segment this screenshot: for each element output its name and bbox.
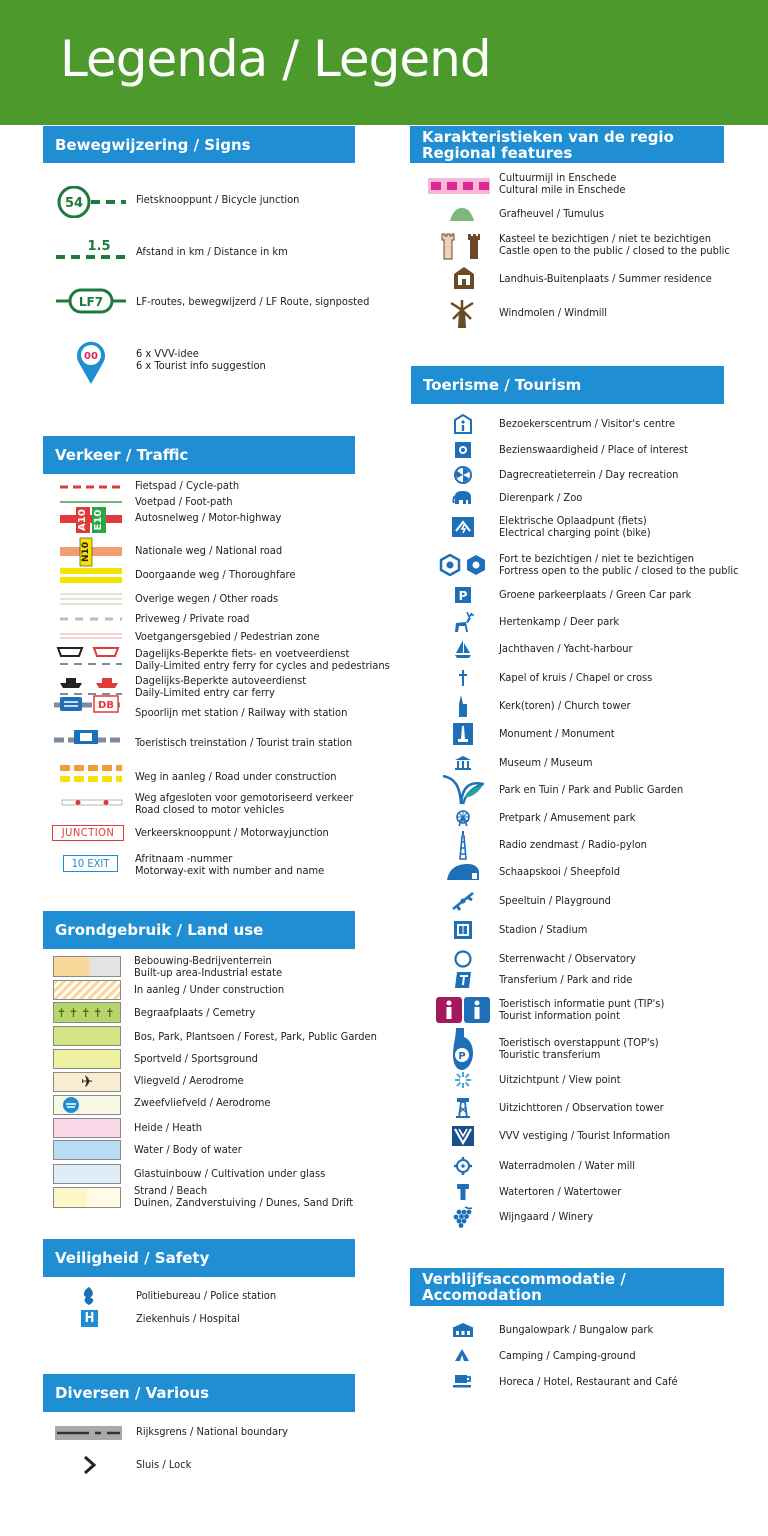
swatch-beach-dunes — [53, 1187, 121, 1208]
visitor-centre-icon — [434, 413, 492, 435]
museum-icon — [434, 752, 492, 774]
legend-label-tumulus: Grafheuvel / Tumulus — [499, 207, 604, 220]
tourism-item-label: Waterradmolen / Water mill — [499, 1159, 636, 1172]
legend-label-road-construction: Weg in aanleg / Road under construction — [135, 770, 337, 783]
tourism-item-label: Schaapskooi / Sheepfold — [499, 865, 620, 878]
day-recreation-icon — [434, 464, 492, 486]
legend-label-lf-route: LF-routes, bewegwijzerd / LF Route, signposted — [136, 295, 370, 308]
parking-icon — [434, 584, 492, 606]
legend-label-thoroughfare: Doorgaande weg / Thoroughfare — [135, 568, 296, 581]
legend-label-distance: Afstand in km / Distance in km — [136, 245, 288, 258]
view-point-icon — [434, 1069, 492, 1091]
vvv-number: 00 — [84, 351, 98, 362]
tourism-item-label: Stadion / Stadium — [499, 923, 588, 936]
legend-label-national-road: Nationale weg / National road — [135, 544, 283, 557]
swatch-under-construction — [53, 980, 121, 1000]
observatory-icon — [434, 948, 492, 970]
legend-label-bungalow: Bungalowpark / Bungalow park — [499, 1323, 654, 1336]
legend-label-foot-path: Voetpad / Foot-path — [135, 495, 233, 508]
legend-label-beach-dunes: Strand / Beach Duinen, Zandverstuiving / Dunes, Sand Drift — [134, 1184, 354, 1209]
coffee-cup-icon — [453, 1373, 473, 1389]
legend-label-heath: Heide / Heath — [134, 1121, 203, 1134]
transferium-icon — [434, 969, 492, 991]
tourism-item-label: Monument / Monument — [499, 727, 615, 740]
radio-pylon-icon — [434, 830, 492, 860]
swatch-sportsground — [53, 1049, 121, 1069]
svg-text:P: P — [458, 589, 468, 603]
national-boundary-icon — [55, 1426, 122, 1440]
tumulus-icon — [449, 206, 475, 222]
legend-label-castle: Kasteel te bezichtigen / niet te bezichtigen Castle open to the public / closed to the public — [499, 232, 730, 257]
lf-code: LF7 — [78, 295, 104, 309]
tourism-item-label: Hertenkamp / Deer park — [499, 615, 620, 628]
distance-value: 1.5 — [87, 239, 111, 254]
section-header-accommodation: Verblijfsaccommodatie / Accomodation — [410, 1268, 724, 1306]
legend-label-land-construction: In aanleg / Under construction — [134, 983, 285, 996]
cross-icon — [434, 667, 492, 689]
legend-label-other-roads: Overige wegen / Other roads — [135, 592, 279, 605]
shield-n10: N10 — [81, 541, 91, 563]
legend-label-cultural-mile: Cultuurmijl in Enschede Cultural mile in Enschede — [499, 171, 626, 196]
police-icon — [80, 1286, 98, 1306]
legend-label-car-ferry: Dagelijks-Beperkte autoveerdienst Daily-Limited entry car ferry — [135, 674, 307, 699]
church-tower-icon — [434, 694, 492, 718]
bungalow-icon — [451, 1322, 475, 1338]
legend-label-motor-highway: Autosnelweg / Motor-highway — [135, 511, 282, 524]
tourism-item-label: VVV vestiging / Tourist Information — [499, 1129, 671, 1142]
vvv-icon — [434, 1125, 492, 1147]
legend-label-ferry-cycles: Dagelijks-Beperkte fiets- en voetveerdienst Daily-Limited entry ferry for cycles and pedestrians — [135, 647, 390, 672]
vvv-idee-pin-icon — [75, 339, 107, 385]
stadium-icon — [434, 919, 492, 941]
junction-number: 54 — [64, 196, 84, 211]
legend-label-horeca: Horeca / Hotel, Restaurant and Café — [499, 1375, 678, 1388]
legend-label-railway: Spoorlijn met station / Railway with station — [135, 706, 348, 719]
tourism-item-label: Radio zendmast / Radio-pylon — [499, 838, 647, 851]
section-header-traffic: Verkeer / Traffic — [43, 436, 355, 474]
tourism-item-label: Toeristisch informatie punt (TIP's) Tourist information point — [499, 997, 665, 1022]
legend-label-police: Politiebureau / Police station — [136, 1289, 277, 1302]
swatch-aerodrome: ✈ — [53, 1072, 121, 1092]
fortress-icon — [434, 554, 492, 576]
traffic-symbols-column — [52, 478, 126, 878]
tourism-item-label: Toeristisch overstappunt (TOP's) Touristic transferium — [499, 1036, 659, 1061]
tourism-item-label: Park en Tuin / Park and Public Garden — [499, 783, 684, 796]
legend-label-private-road: Priveweg / Private road — [135, 612, 250, 625]
tourism-item-label: Dierenpark / Zoo — [499, 491, 583, 504]
ferris-wheel-icon — [434, 807, 492, 829]
legend-label-boundary: Rijksgrens / National boundary — [136, 1425, 289, 1438]
tourism-item-label: Sterrenwacht / Observatory — [499, 952, 636, 965]
hospital-icon: H — [81, 1310, 98, 1327]
grapes-icon — [434, 1205, 492, 1229]
db-logo: DB — [98, 700, 114, 711]
section-header-various: Diversen / Various — [43, 1374, 355, 1412]
windmill-icon — [449, 299, 475, 329]
tourism-item-label: Kerk(toren) / Church tower — [499, 699, 631, 712]
legend-label-vvv-idee: 6 x VVV-idee 6 x Tourist info suggestion — [136, 347, 266, 372]
shield-a10: A10 — [77, 509, 88, 531]
tourism-item-label: Kapel of kruis / Chapel or cross — [499, 671, 653, 684]
legend-label-bicycle-junction: Fietsknooppunt / Bicycle junction — [136, 193, 300, 206]
tourism-item-label: Uitzichtpunt / View point — [499, 1073, 621, 1086]
section-header-tourism: Toerisme / Tourism — [411, 366, 724, 404]
legend-label-cycle-path: Fietspad / Cycle-path — [135, 479, 240, 492]
water-mill-icon — [434, 1155, 492, 1177]
tourism-item-label: Watertoren / Watertower — [499, 1185, 622, 1198]
elephant-icon — [434, 487, 492, 509]
tourism-item-label: Groene parkeerplaats / Green Car park — [499, 588, 692, 601]
legend-label-tourist-train: Toeristisch treinstation / Tourist train station — [135, 736, 353, 749]
shield-e10: E10 — [93, 509, 104, 531]
playground-icon — [434, 890, 492, 912]
legend-label-motorway-junction: Verkeersknooppunt / Motorwayjunction — [135, 826, 329, 839]
section-header-land-use: Grondgebruik / Land use — [43, 911, 355, 949]
legend-label-hospital: Ziekenhuis / Hospital — [136, 1312, 240, 1325]
legend-label-summer-residence: Landhuis-Buitenplaats / Summer residence — [499, 272, 712, 285]
legend-label-lock: Sluis / Lock — [136, 1458, 192, 1471]
legend-label-built-up: Bebouwing-Bedrijventerrein Built-up area-Industrial estate — [134, 954, 283, 979]
place-of-interest-icon — [434, 439, 492, 461]
tourism-item-label: Pretpark / Amusement park — [499, 811, 636, 824]
camping-tent-icon — [454, 1348, 470, 1362]
info-point-icon — [434, 997, 492, 1023]
tourism-item-label: Bezienswaardigheid / Place of interest — [499, 443, 688, 456]
water-tower-icon — [434, 1181, 492, 1203]
legend-label-forest: Bos, Park, Plantsoen / Forest, Park, Public Garden — [134, 1030, 377, 1043]
legend-label-sportsground: Sportveld / Sportsground — [134, 1052, 258, 1065]
swatch-built-up — [53, 956, 121, 977]
tourism-item-label: Fort te bezichtigen / niet te bezichtigen Fortress open to the public / closed to the public — [499, 552, 739, 577]
swatch-water — [53, 1140, 121, 1160]
sailboat-icon — [434, 638, 492, 660]
tourism-item-label: Uitzichttoren / Observation tower — [499, 1101, 664, 1114]
exit-sign: 10 EXIT — [63, 855, 118, 872]
swatch-glasshouse — [53, 1164, 121, 1184]
leaf-icon — [434, 775, 492, 805]
legend-label-windmill: Windmolen / Windmill — [499, 306, 608, 319]
junction-sign: JUNCTION — [52, 825, 124, 841]
tourism-item-label: Transferium / Park and ride — [499, 973, 633, 986]
swatch-forest — [53, 1026, 121, 1046]
tourism-item-label: Museum / Museum — [499, 756, 593, 769]
top-icon — [434, 1027, 492, 1071]
page-title: Legenda / Legend — [60, 30, 491, 88]
deer-icon — [434, 611, 492, 633]
tourism-item-label: Elektrische Oplaadpunt (fiets) Electrical charging point (bike) — [499, 514, 651, 539]
section-header-safety: Veiligheid / Safety — [43, 1239, 355, 1277]
lf-route-icon — [56, 288, 126, 314]
tourism-item-label: Jachthaven / Yacht-harbour — [499, 642, 633, 655]
monument-icon — [434, 723, 492, 745]
tourism-item-label: Wijngaard / Winery — [499, 1210, 594, 1223]
legend-label-motorway-exit: Afritnaam -nummer Motorway-exit with number and name — [135, 852, 325, 877]
tourism-item-label: Speeltuin / Playground — [499, 894, 611, 907]
glider-icon — [62, 1096, 80, 1114]
swatch-heath — [53, 1118, 121, 1138]
summer-residence-icon — [453, 266, 475, 290]
legend-label-aerodrome: Vliegveld / Aerodrome — [134, 1074, 244, 1087]
tourism-item-label: Dagrecreatieterrein / Day recreation — [499, 468, 679, 481]
legend-label-cemetery: Begraafplaats / Cemetry — [134, 1006, 256, 1019]
swatch-cemetery: ✝✝✝✝✝ — [53, 1002, 121, 1023]
observation-tower-icon — [434, 1097, 492, 1119]
svg-text:P: P — [458, 1051, 466, 1062]
legend-label-pedestrian-zone: Voetgangersgebied / Pedestrian zone — [135, 630, 320, 643]
sheepfold-icon — [434, 861, 492, 883]
bicycle-junction-icon — [56, 186, 126, 218]
section-header-signs: Bewegwijzering / Signs — [43, 126, 355, 163]
charging-point-icon — [434, 516, 492, 538]
castle-icon — [440, 232, 486, 260]
tourism-item-label: Bezoekerscentrum / Visitor's centre — [499, 417, 675, 430]
legend-label-road-closed: Weg afgesloten voor gemotoriseerd verkeer Road closed to motor vehicles — [135, 791, 354, 816]
legend-label-glasshouse: Glastuinbouw / Cultivation under glass — [134, 1167, 326, 1180]
lock-chevron-icon — [83, 1456, 97, 1474]
legend-label-water: Water / Body of water — [134, 1143, 242, 1156]
legend-label-camping: Camping / Camping-ground — [499, 1349, 636, 1362]
section-header-regional-features: Karakteristieken van de regio Regional features — [410, 126, 724, 163]
distance-icon — [56, 236, 126, 262]
cultural-mile-icon — [428, 178, 490, 194]
title-banner — [0, 0, 768, 125]
swatch-glider-field — [53, 1095, 121, 1115]
legend-label-glider-field: Zweefvliefveld / Aerodrome — [134, 1096, 271, 1109]
